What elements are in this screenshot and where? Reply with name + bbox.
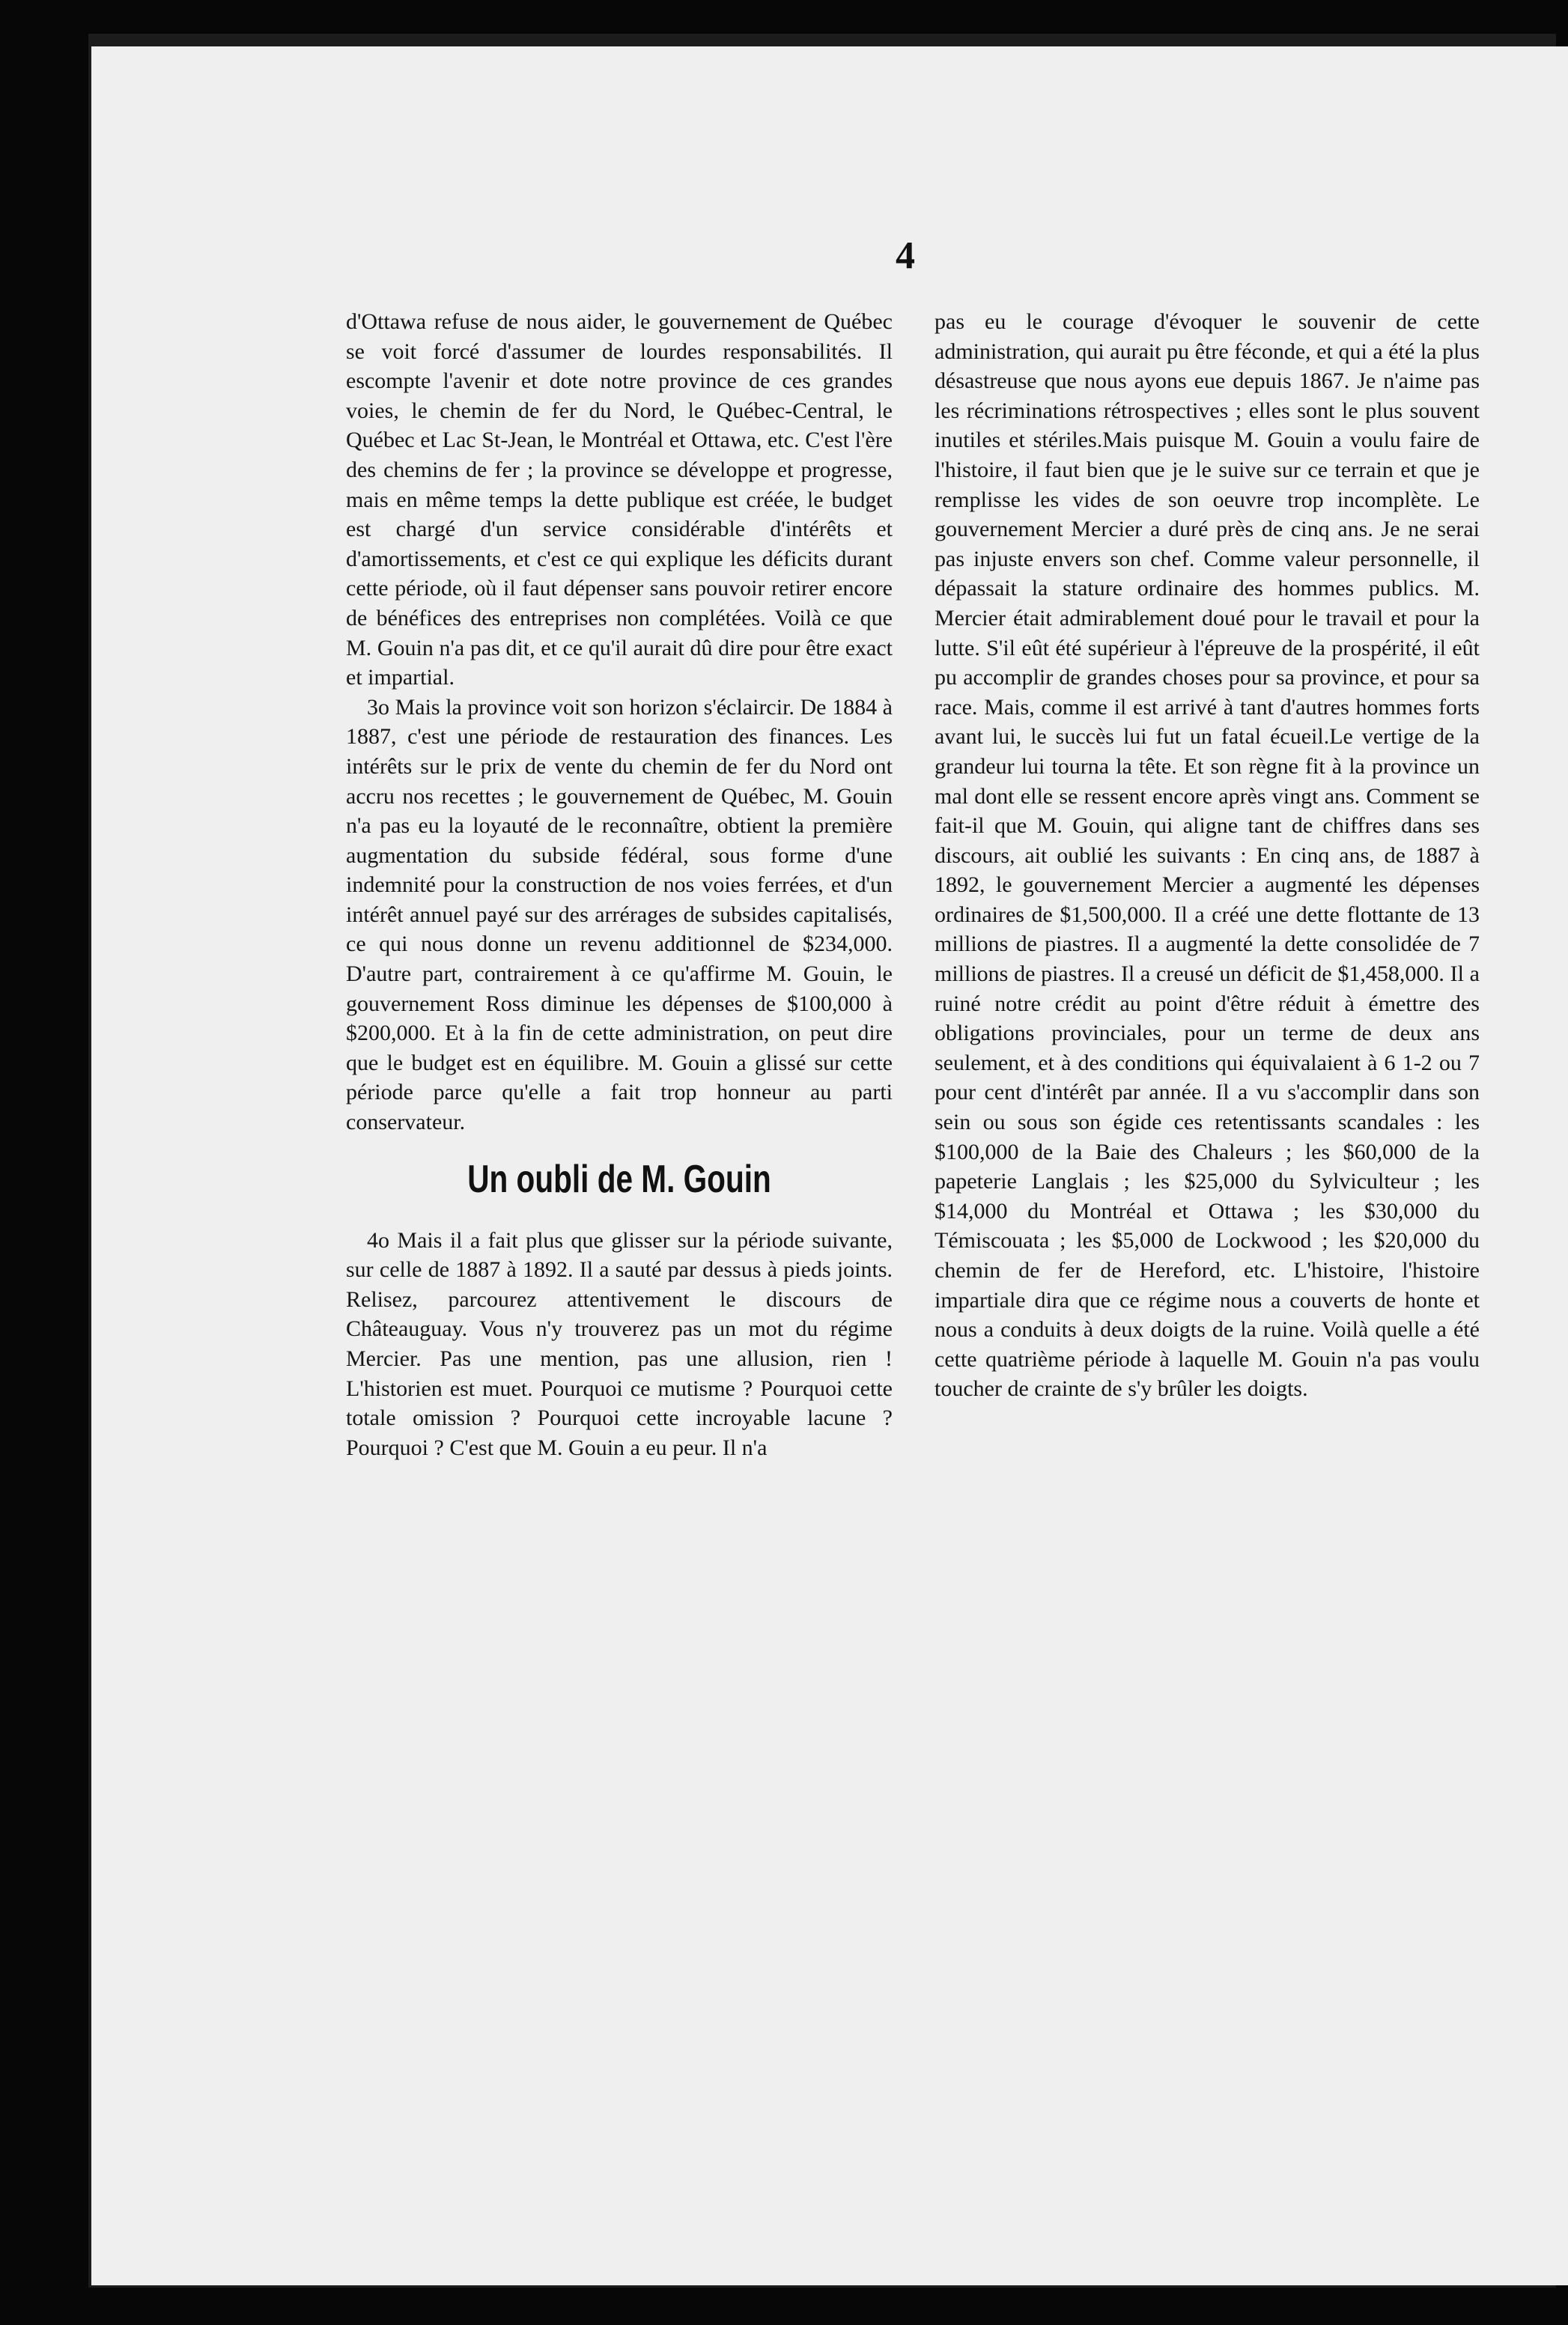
left-paragraph-1: d'Ottawa refuse de nous aider, le gouvernement de Québec se voit forcé d'assumer de lourdes responsabilités. Il escompte l'avenir et dote notre province de ces grandes voies, le chemin de fer du Nord, le Québec-Central, le Québec et Lac St-Jean, le Montréal et Ottawa, etc. C'est l'ère des chemins de fer ; la province se développe et progresse, mais en même temps la dette publique est créée, le budget est chargé d'un service considérable d'intérêts et d'amortissements, et c'est ce qui explique les déficits durant cette période, où il faut dépenser sans pouvoir retirer encore de bénéfices des entreprises non complétées. Voilà ce que M. Gouin n'a pas dit, et ce qu'il aurait dû dire pour être exact et impartial. <box>346 309 893 690</box>
right-column <box>935 307 1480 1404</box>
left-column <box>346 307 893 1462</box>
section-heading: Un oubli de M. Gouin <box>467 1157 771 1201</box>
page-number: 4 <box>896 234 915 277</box>
right-paragraph-1: pas eu le courage d'évoquer le souvenir de cette administration, qui aurait pu être féconde, et qui a été la plus désastreuse que nous ayons eue depuis 1867. Je n'aime pas les récriminations rétrospectives ; elles sont le plus souvent inutiles et stériles.Mais puisque M. Gouin a voulu faire de l'histoire, il faut bien que je le suive sur ce terrain et que je remplisse les vides de son oeuvre trop incomplète. Le gouvernement Mercier a duré près de cinq ans. Je ne serai pas injuste envers son chef. Comme valeur personnelle, il dépassait la stature ordinaire des hommes publics. M. Mercier était admirablement doué pour le travail et pour la lutte. S'il eût été supérieur à l'épreuve de la prospérité, il eût pu accomplir de grandes choses pour sa province, et pour sa race. Mais, comme il est arrivé à tant d'autres hommes forts avant lui, le succès lui fut un fatal écueil.Le vertige de la grandeur lui tourna la tête. Et son règne fit à la province un mal dont elle se ressent encore après vingt ans. Comment se fait-il que M. Gouin, qui aligne tant de chiffres dans ses discours, ait oublié les suivants : En cinq ans, de 1887 à 1892, le gouvernement Mercier a augmenté les dépenses ordinaires de $1,500,000. Il a créé une dette flottante de 13 millions de piastres. Il a augmenté la dette consolidée de 7 millions de piastres. Il a creusé un déficit de $1,458,000. Il a ruiné notre crédit au point d'être réduit à émettre des obligations provinciales, pour un terme de deux ans seulement, et à des conditions qui équivalaient à 6 1-2 ou 7 pour cent d'intérêt par année. Il a vu s'accomplir dans son sein ou sous son égide ces retentissants scandales : les $100,000 de la Baie des Chaleurs ; les $60,000 de la papeterie Langlais ; les $25,000 du Sylviculteur ; les $14,000 du Montréal et Ottawa ; les $30,000 du Témiscouata ; les $5,000 de Lockwood ; les $20,000 du chemin de fer de Hereford, etc. L'histoire, l'histoire impartiale dira que ce régime nous a couverts de honte et nous a conduits à deux doigts de la ruine. Voilà quelle a été cette quatrième période à laquelle M. Gouin n'a pas voulu toucher de crainte de s'y brûler les doigts. <box>935 309 1480 1402</box>
left-paragraph-2: 3o Mais la province voit son horizon s'éclaircir. De 1884 à 1887, c'est une période de restauration des finances. Les intérêts sur le prix de vente du chemin de fer du Nord ont accru nos recettes ; le gouvernement de Québec, M. Gouin n'a pas eu la loyauté de le reconnaître, obtient la première augmentation du subside fédéral, sous forme d'une indemnité pour la construction de nos voies ferrées, et d'un intérêt annuel payé sur des arrérages de subsides capitalisés, ce qui nous donne un revenu additionnel de $234,000. D'autre part, contrairement à ce qu'affirme M. Gouin, le gouvernement Ross diminue les dépenses de $100,000 à $200,000. Et à la fin de cette administration, on peut dire que le budget est en équilibre. M. Gouin a glissé sur cette période parce qu'elle a fait trop honneur au parti conservateur. <box>346 694 893 1135</box>
left-paragraph-3: 4o Mais il a fait plus que glisser sur la période suivante, sur celle de 1887 à 1892. Il a sauté par dessus à pieds joints. Relisez, parcourez attentivement le discours de Châteauguay. Vous n'y trouverez pas un mot du régime Mercier. Pas une mention, pas une allusion, rien ! L'historien est muet. Pourquoi ce mutisme ? Pourquoi cette totale omission ? Pourquoi cette incroyable lacune ? Pourquoi ? C'est que M. Gouin a eu peur. Il n'a <box>346 1227 893 1460</box>
